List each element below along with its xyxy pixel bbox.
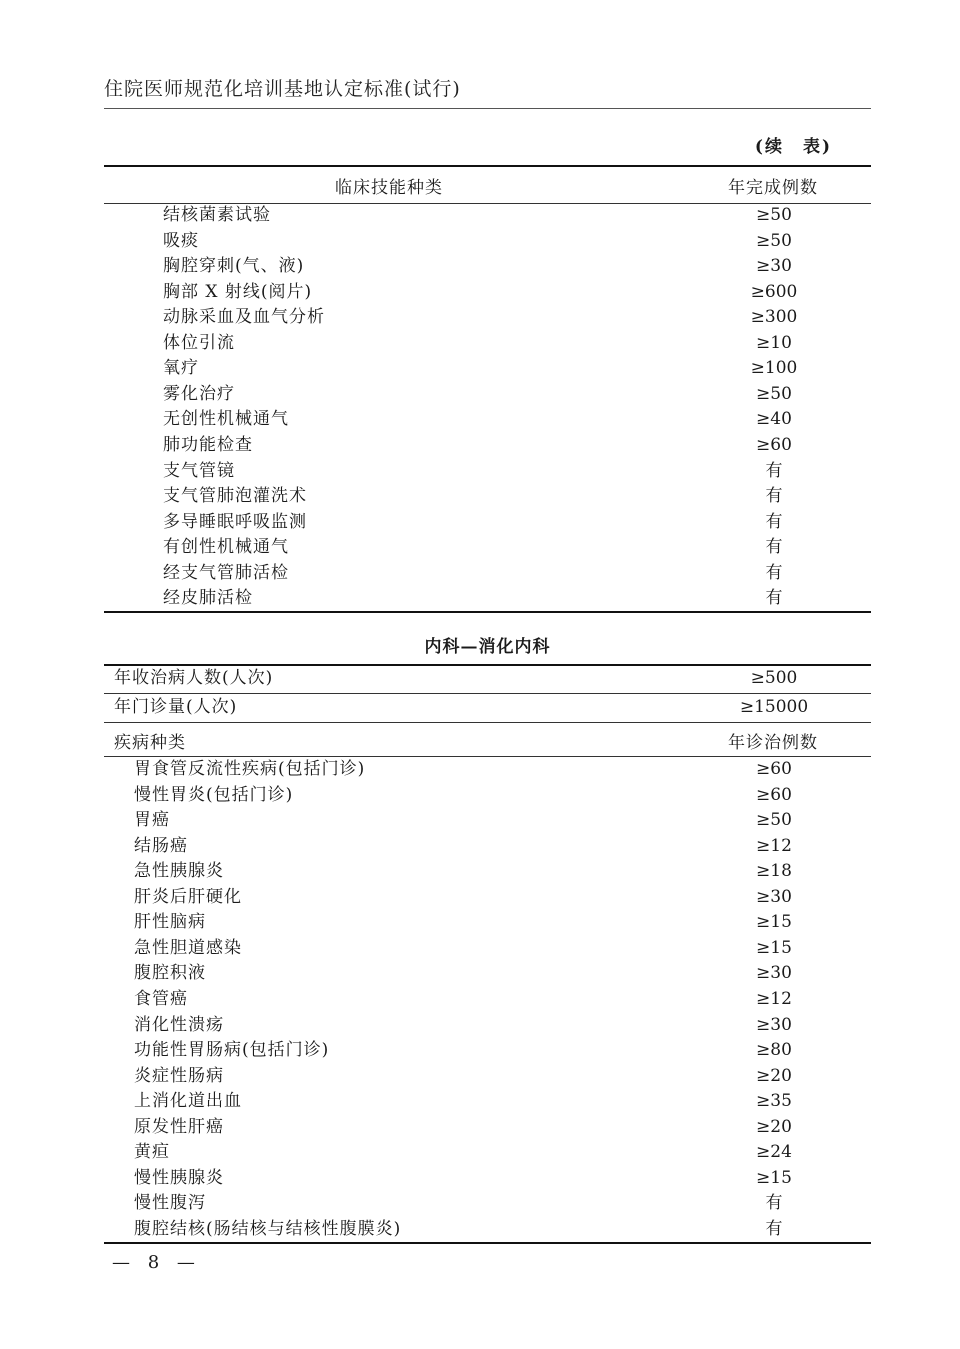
gi-table-row — [104, 1115, 871, 1141]
row-label: 上消化道出血 — [134, 1091, 242, 1112]
row-value: ≥60 — [756, 759, 792, 779]
row-label: 黄疸 — [134, 1142, 170, 1163]
gi-table-row — [104, 961, 871, 987]
row-value: ≥60 — [756, 784, 792, 805]
gi-summary-row — [104, 695, 871, 721]
row-label: 结肠癌 — [134, 835, 188, 856]
row-label: 腹腔结核(肠结核与结核性腹膜炎) — [134, 1218, 402, 1239]
row-value: ≥15 — [756, 1167, 792, 1188]
gi-table-row — [104, 987, 871, 1013]
gi-table-row — [104, 885, 871, 911]
row-value: ≥20 — [756, 1116, 792, 1137]
gi-table-row — [104, 1140, 871, 1166]
row-value: ≥15 — [756, 937, 792, 958]
row-value: ≥50 — [756, 230, 792, 251]
skills-table-row — [104, 229, 871, 255]
skills-table-row — [104, 331, 871, 357]
row-label: 急性胆道感染 — [134, 937, 242, 958]
gi-table-bottom-rule — [104, 1242, 871, 1244]
row-value: ≥10 — [756, 332, 792, 353]
gi-col-category-header: 疾病种类 — [114, 733, 186, 753]
row-label: 食管癌 — [134, 988, 188, 1009]
row-value: ≥15 — [756, 912, 792, 933]
row-value: 有 — [765, 588, 783, 609]
gi-summary-rule — [104, 722, 871, 723]
gi-summary-label: 年收治病人数(人次) — [114, 668, 274, 688]
row-value: 有 — [765, 511, 783, 532]
row-label: 胃食管反流性疾病(包括门诊) — [134, 759, 366, 779]
row-label: 多导睡眠呼吸监测 — [163, 511, 307, 532]
gi-section-title: 内科—消化内科 — [424, 637, 551, 657]
row-value: ≥60 — [756, 434, 792, 455]
skills-table-row — [104, 203, 871, 229]
skills-table-row — [104, 459, 871, 485]
skills-table-row — [104, 484, 871, 510]
row-label: 支气管肺泡灌洗术 — [163, 486, 307, 507]
row-label: 炎症性肠病 — [134, 1065, 224, 1086]
row-label: 功能性胃肠病(包括门诊) — [134, 1040, 330, 1061]
gi-table-row — [104, 783, 871, 809]
row-value: ≥30 — [756, 886, 792, 907]
skills-table-row — [104, 535, 871, 561]
row-value: ≥50 — [756, 383, 792, 404]
gi-table-row — [104, 1166, 871, 1192]
gi-table-row — [104, 808, 871, 834]
row-label: 体位引流 — [163, 332, 235, 353]
row-label: 慢性胃炎(包括门诊) — [134, 784, 294, 805]
row-label: 结核菌素试验 — [163, 205, 271, 225]
gi-summary-label: 年门诊量(人次) — [114, 697, 238, 717]
skills-table-row — [104, 280, 871, 306]
row-value: ≥18 — [756, 861, 792, 882]
row-value: ≥600 — [750, 281, 798, 302]
row-label: 动脉采血及血气分析 — [163, 307, 325, 328]
row-value: 有 — [765, 537, 783, 558]
gi-summary-row — [104, 666, 871, 692]
row-label: 肝性脑病 — [134, 912, 206, 933]
skills-table-row — [104, 510, 871, 536]
row-label: 无创性机械通气 — [163, 409, 289, 430]
gi-summary-rule — [104, 693, 871, 694]
row-label: 经支气管肺活检 — [163, 562, 289, 583]
gi-table-row — [104, 1191, 871, 1217]
skills-col-count-header: 年完成例数 — [728, 178, 818, 198]
row-value: 有 — [765, 1218, 783, 1239]
row-label: 经皮肺活检 — [163, 588, 253, 609]
gi-table-row — [104, 910, 871, 936]
row-value: ≥12 — [756, 988, 792, 1009]
gi-table-row — [104, 859, 871, 885]
row-label: 慢性腹泻 — [134, 1193, 206, 1214]
row-label: 支气管镜 — [163, 460, 235, 481]
gi-table-row — [104, 1038, 871, 1064]
skills-table-row — [104, 433, 871, 459]
row-value: ≥24 — [756, 1142, 792, 1163]
row-label: 消化性溃疡 — [134, 1014, 224, 1035]
skills-table-row — [104, 586, 871, 612]
row-label: 原发性肝癌 — [134, 1116, 224, 1137]
row-label: 慢性胰腺炎 — [134, 1167, 224, 1188]
row-label: 胸部 X 射线(阅片) — [163, 281, 313, 302]
row-value: ≥50 — [756, 810, 792, 831]
row-label: 吸痰 — [163, 230, 199, 251]
row-value: ≥40 — [756, 409, 792, 430]
skills-table-top-rule — [104, 165, 871, 167]
skills-col-category-header: 临床技能种类 — [335, 178, 443, 198]
row-value: 有 — [765, 562, 783, 583]
row-label: 腹腔积液 — [134, 963, 206, 984]
gi-table-row — [104, 936, 871, 962]
gi-table-row — [104, 834, 871, 860]
page-number: — 8 — — [112, 1252, 201, 1273]
row-value: 有 — [765, 486, 783, 507]
row-label: 胸腔穿刺(气、液) — [163, 256, 305, 277]
row-value: ≥30 — [756, 1014, 792, 1035]
page-header-title: 住院医师规范化培训基地认定标准(试行) — [104, 78, 461, 100]
row-label: 有创性机械通气 — [163, 537, 289, 558]
skills-table-row — [104, 356, 871, 382]
row-value: ≥30 — [756, 963, 792, 984]
gi-summary-value: ≥15000 — [739, 697, 809, 717]
row-value: ≥100 — [750, 358, 798, 379]
gi-col-count-header: 年诊治例数 — [728, 733, 818, 753]
skills-table-row — [104, 254, 871, 280]
row-value: ≥300 — [750, 307, 798, 328]
row-value: 有 — [765, 1193, 783, 1214]
row-value: ≥20 — [756, 1065, 792, 1086]
row-label: 雾化治疗 — [163, 383, 235, 404]
row-label: 肝炎后肝硬化 — [134, 886, 242, 907]
row-value: 有 — [765, 460, 783, 481]
skills-table-bottom-rule — [104, 611, 871, 613]
gi-table-row — [104, 1064, 871, 1090]
row-value: ≥50 — [756, 205, 792, 225]
gi-table-row — [104, 1089, 871, 1115]
skills-table-row — [104, 407, 871, 433]
gi-table-row — [104, 1013, 871, 1039]
row-value: ≥12 — [756, 835, 792, 856]
continued-label: (续 表) — [754, 137, 832, 157]
row-value: ≥30 — [756, 256, 792, 277]
skills-table-row — [104, 382, 871, 408]
skills-table-row — [104, 561, 871, 587]
row-value: ≥35 — [756, 1091, 792, 1112]
row-value: ≥80 — [756, 1040, 792, 1061]
skills-table-row — [104, 305, 871, 331]
row-label: 急性胰腺炎 — [134, 861, 224, 882]
row-label: 肺功能检查 — [163, 434, 253, 455]
row-label: 氧疗 — [163, 358, 199, 379]
header-rule — [104, 108, 871, 109]
gi-summary-value: ≥500 — [750, 668, 798, 688]
gi-table-row — [104, 1217, 871, 1243]
gi-table-row — [104, 757, 871, 783]
row-label: 胃癌 — [134, 810, 170, 831]
